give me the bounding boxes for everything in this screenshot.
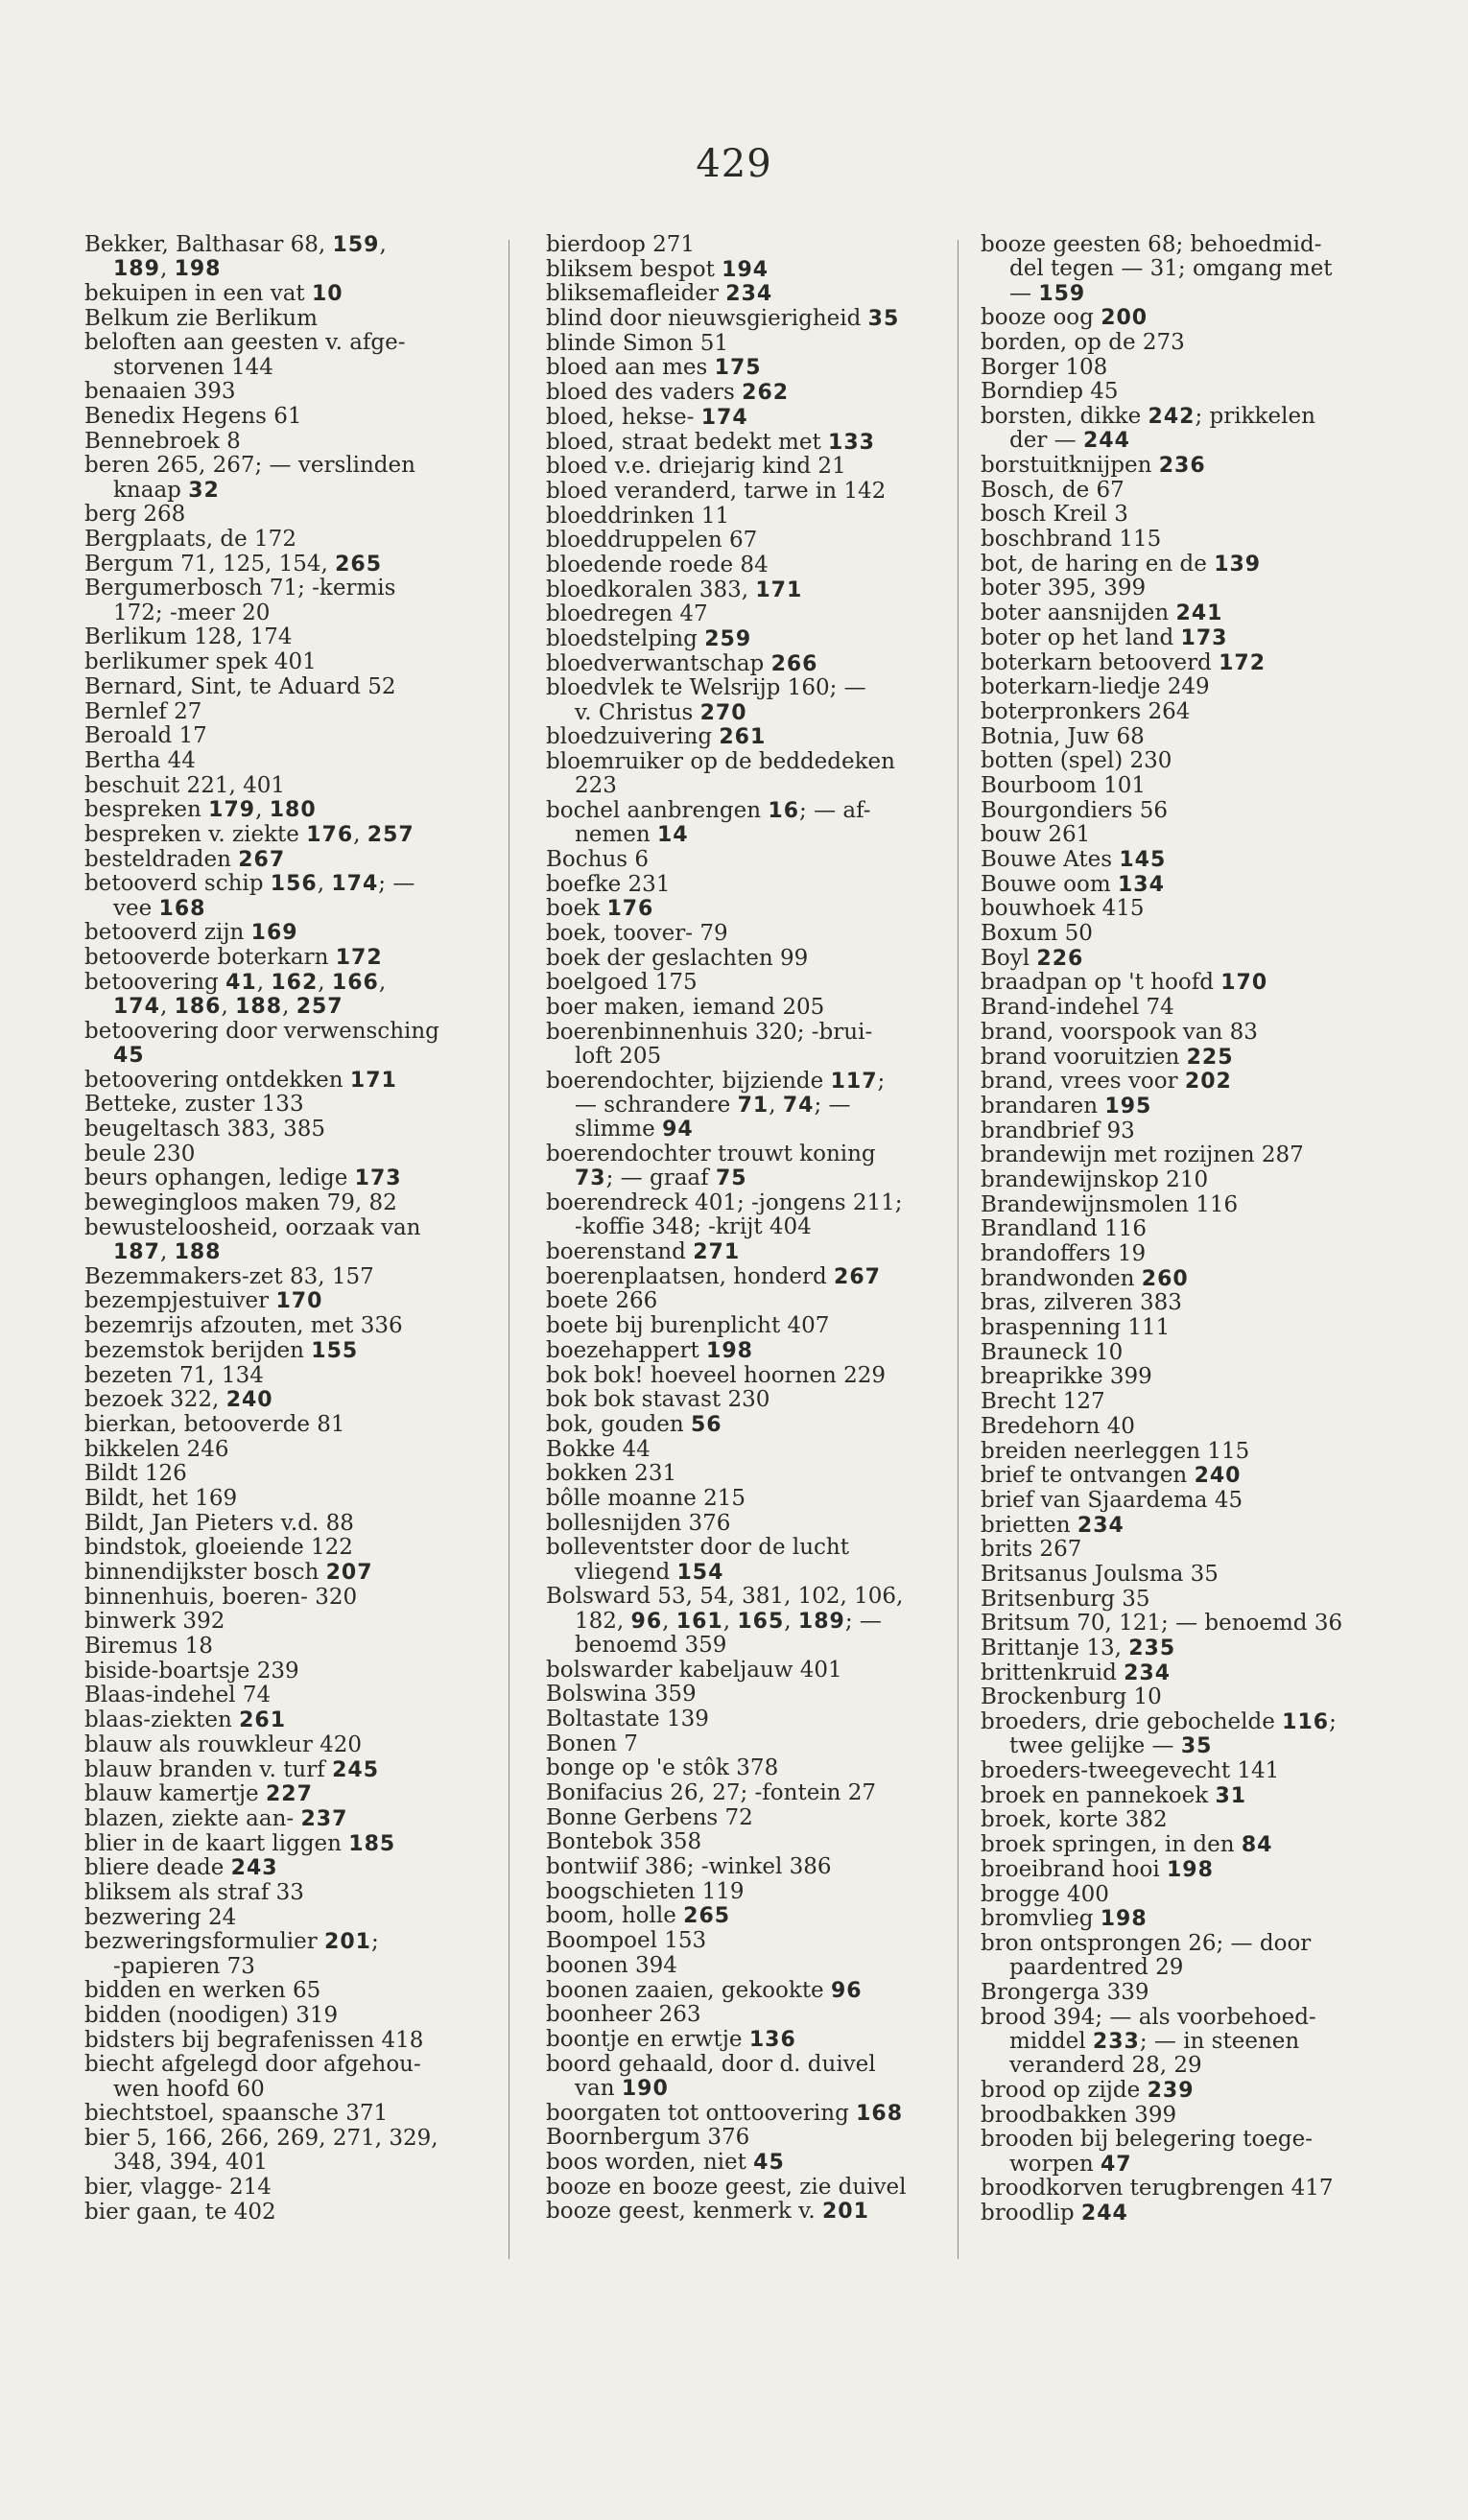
index-entry: boterpronkers 264 [981, 698, 1191, 724]
index-entry: Bildt, het 169 [84, 1485, 238, 1511]
index-entry: Brecht 127 [981, 1389, 1105, 1415]
index-entry: brooden bij belegering toege- worpen 47 [981, 2127, 1314, 2177]
index-entry: boelgoed 175 [546, 970, 698, 996]
index-entry: bier, vlagge- 214 [84, 2175, 272, 2201]
index-entry: blauw als rouwkleur 420 [84, 1731, 363, 1757]
index-entry: bok bok! hoeveel hoornen 229 [546, 1362, 886, 1388]
index-entry: Bontebok 358 [546, 1829, 702, 1855]
index-entry: biechtstoel, spaansche 371 [84, 2101, 389, 2127]
index-entry: breaprikke 399 [981, 1364, 1152, 1390]
index-entry: broeders-tweegevecht 141 [981, 1758, 1280, 1784]
index-entry: boorgaten tot onttoovering 168 [546, 2100, 904, 2126]
index-entry: Bokke 44 [546, 1436, 651, 1462]
index-entry: binnenhuis, boeren- 320 [84, 1584, 358, 1610]
index-entry: Bouwe Ates 145 [981, 847, 1167, 873]
index-entry: Benedix Hegens 61 [84, 404, 302, 430]
index-entry: Bosch, de 67 [981, 477, 1125, 503]
index-entry: Bonne Gerbens 72 [546, 1804, 753, 1830]
index-entry: Brandewijnsmolen 116 [981, 1191, 1239, 1217]
index-entry: boter 395, 399 [981, 576, 1147, 601]
index-entry: bôlle moanne 215 [546, 1485, 746, 1511]
index-entry: bouw 261 [981, 822, 1091, 848]
index-entry: bloedregen 47 [546, 601, 708, 627]
index-entry: bolleventster door de lucht vliegend 154 [546, 1535, 849, 1585]
index-entry: bidden (noodigen) 319 [84, 2002, 339, 2028]
index-entry: boschbrand 115 [981, 527, 1162, 553]
index-entry: Bonifacius 26, 27; -fontein 27 [546, 1780, 877, 1806]
index-entry: bliksem als straf 33 [84, 1879, 304, 1905]
index-entry: bloemruiker op de beddedeken 223 [546, 749, 895, 799]
index-entry: boer maken, iemand 205 [546, 995, 825, 1021]
index-entry: boter aansnijden 241 [981, 601, 1223, 626]
index-entry: boom, holle 265 [546, 1903, 731, 1929]
index-entry: beloften aan geesten v. afge- storvenen 144 [84, 330, 406, 380]
index-entry: bezempjestuiver 170 [84, 1288, 323, 1314]
index-entry: brietten 234 [981, 1512, 1125, 1538]
index-entry: Bekker, Balthasar 68, 159, 189, 198 [84, 232, 387, 282]
index-entry: boerendochter, bijziende 117; — schrandere 71, 74; — slimme 94 [546, 1068, 886, 1142]
index-entry: Britsum 70, 121; — benoemd 36 [981, 1611, 1343, 1637]
index-entry: boterkarn-liedje 249 [981, 674, 1210, 700]
index-entry: bespreken 179, 180 [84, 797, 317, 823]
index-entry: Boompoel 153 [546, 1928, 707, 1954]
index-entry: brief van Sjaardema 45 [981, 1487, 1243, 1513]
index-entry: bewegingloos maken 79, 82 [84, 1190, 397, 1216]
index-entry: Brongerga 339 [981, 1979, 1149, 2005]
index-entry: Bouwe oom 134 [981, 871, 1165, 897]
index-entry: boete 266 [546, 1288, 658, 1314]
index-entry: Bourgondiers 56 [981, 797, 1169, 823]
page-number: 429 [696, 142, 772, 186]
index-entry: Bergplaats, de 172 [84, 527, 296, 553]
index-entry: Borger 108 [981, 354, 1108, 380]
index-entry: Bolsward 53, 54, 381, 102, 106, 182, 96, 161, 165, 189; — benoemd 359 [546, 1584, 904, 1658]
index-entry: Boxum 50 [981, 921, 1093, 947]
index-entry: bloedvlek te Welsrijp 160; — v. Christus 270 [546, 675, 866, 725]
index-entry: betoovering door verwensching 45 [84, 1018, 439, 1068]
index-entry: boter op het land 173 [981, 624, 1228, 650]
index-entry: brand, vrees voor 202 [981, 1069, 1232, 1095]
index-entry: Berlikum 128, 174 [84, 624, 293, 650]
index-entry: boezehappert 198 [546, 1337, 753, 1363]
index-entry: bochel aanbrengen 16; — af- nemen 14 [546, 798, 871, 848]
index-entry: booze oog 200 [981, 305, 1148, 331]
index-entry: broek, korte 382 [981, 1807, 1168, 1833]
index-entry: bidsters bij begrafenissen 418 [84, 2027, 424, 2053]
index-entry: boerendreck 401; -jongens 211; -koffie 348; -krijt 404 [546, 1190, 903, 1240]
index-entry: bloed des vaders 262 [546, 380, 790, 406]
index-column-1 [84, 233, 487, 2324]
index-entry: Biremus 18 [84, 1634, 213, 1660]
index-entry: biside-boartsje 239 [84, 1658, 299, 1684]
index-entry: Bredehorn 40 [981, 1413, 1135, 1439]
index-entry: Belkum zie Berlikum [84, 305, 318, 331]
index-entry: borsten, dikke 242; prikkelen der — 244 [981, 404, 1315, 454]
index-entry: bloedende roede 84 [546, 552, 769, 577]
index-entry: broodbakken 399 [981, 2102, 1177, 2128]
index-entry: boerendochter trouwt koning 73; — graaf 75 [546, 1142, 876, 1191]
index-entry: Britsenburg 35 [981, 1586, 1150, 1612]
index-entry: brandoffers 19 [981, 1241, 1147, 1267]
index-entry: bindstok, gloeiende 122 [84, 1535, 353, 1561]
index-entry: botten (spel) 230 [981, 748, 1172, 774]
index-entry: brood 394; — als voorbehoed- middel 233; — in steenen veranderd 28, 29 [981, 2004, 1316, 2079]
index-entry: Bertha 44 [84, 747, 196, 773]
index-entry: bloed aan mes 175 [546, 355, 762, 381]
index-entry: bloedverwantschap 266 [546, 650, 818, 676]
index-entry: brandewijn met rozijnen 287 [981, 1142, 1304, 1168]
index-entry: beren 265, 267; — verslinden knaap 32 [84, 453, 415, 503]
index-entry: bier gaan, te 402 [84, 2199, 276, 2225]
index-entry: boord gehaald, door d. duivel van 190 [546, 2051, 876, 2101]
index-entry: binwerk 392 [84, 1609, 225, 1635]
index-entry: bloed v.e. driejarig kind 21 [546, 454, 846, 480]
index-entry: betooverd schip 156, 174; — vee 168 [84, 871, 415, 921]
index-entry: bonge op 'e stôk 378 [546, 1755, 779, 1781]
index-entry: Britsanus Joulsma 35 [981, 1561, 1219, 1587]
index-entry: Bezemmakers-zet 83, 157 [84, 1263, 374, 1289]
index-entry: bolswarder kabeljauw 401 [546, 1657, 842, 1683]
index-entry: berg 268 [84, 502, 186, 528]
index-entry: benaaien 393 [84, 379, 236, 405]
index-entry: Boltastate 139 [546, 1706, 709, 1731]
index-entry: breiden neerleggen 115 [981, 1438, 1250, 1464]
index-entry: broeibrand hooi 198 [981, 1856, 1214, 1882]
index-entry: booze geesten 68; behoedmid- del tegen — 31; omgang met — 159 [981, 232, 1333, 306]
index-entry: brief te ontvangen 240 [981, 1463, 1242, 1489]
index-entry: bron ontsprongen 26; — door paardentred 29 [981, 1930, 1312, 1981]
index-entry: Brand-indehel 74 [981, 995, 1174, 1021]
index-entry: boontje en erwtje 136 [546, 2026, 796, 2052]
index-entry: bontwiif 386; -winkel 386 [546, 1854, 832, 1880]
index-entry: boonen zaaien, gekookte 96 [546, 1977, 863, 2003]
index-entry: bezoek 322, 240 [84, 1387, 273, 1413]
index-entry: booze en booze geest, zie duivel [546, 2174, 907, 2200]
index-entry: bloed veranderd, tarwe in 142 [546, 478, 887, 504]
index-entry: Bochus 6 [546, 847, 650, 873]
index-entry: boek der geslachten 99 [546, 945, 809, 971]
index-entry: brandwonden 260 [981, 1265, 1189, 1291]
index-entry: boefke 231 [546, 871, 671, 897]
index-entry: Botnia, Juw 68 [981, 723, 1145, 749]
index-entry: beschuit 221, 401 [84, 772, 285, 798]
index-entry: Blaas-indehel 74 [84, 1683, 272, 1708]
index-entry: beurs ophangen, ledige 173 [84, 1166, 402, 1191]
index-entry: Brittanje 13, 235 [981, 1636, 1176, 1661]
index-entry: boek 176 [546, 896, 654, 922]
index-entry: binnendijkster bosch 207 [84, 1560, 373, 1585]
column-divider [958, 240, 959, 2259]
index-entry: bloedstelping 259 [546, 626, 752, 651]
index-entry: brits 267 [981, 1537, 1082, 1563]
index-entry: brood op zijde 239 [981, 2077, 1195, 2103]
index-entry: Brandland 116 [981, 1216, 1147, 1242]
index-entry: bouwhoek 415 [981, 896, 1145, 922]
index-entry: brandbrief 93 [981, 1118, 1135, 1143]
index-entry: blinde Simon 51 [546, 330, 729, 356]
index-entry: Bildt, Jan Pieters v.d. 88 [84, 1510, 354, 1536]
index-entry: boerenplaatsen, honderd 267 [546, 1263, 881, 1289]
index-entry: bollesnijden 376 [546, 1510, 731, 1536]
index-entry: blind door nieuwsgierigheid 35 [546, 306, 900, 332]
index-entry: broodlip 244 [981, 2200, 1128, 2226]
index-entry: Bernlef 27 [84, 698, 202, 724]
index-entry: betoovering 41, 162, 166, 174, 186, 188, 257 [84, 969, 387, 1019]
index-entry: Bildt 126 [84, 1461, 187, 1487]
index-entry: bezemrijs afzouten, met 336 [84, 1313, 403, 1339]
index-entry: bras, zilveren 383 [981, 1290, 1182, 1316]
index-entry: Betteke, zuster 133 [84, 1092, 304, 1118]
index-entry: Bernard, Sint, te Aduard 52 [84, 673, 396, 699]
index-entry: borden, op de 273 [981, 329, 1185, 355]
index-entry: betoovering ontdekken 171 [84, 1067, 397, 1093]
index-entry: betooverde boterkarn 172 [84, 944, 383, 970]
index-entry: bok, gouden 56 [546, 1411, 722, 1437]
index-entry: bloed, straat bedekt met 133 [546, 429, 875, 455]
index-entry: brand vooruitzien 225 [981, 1044, 1234, 1070]
index-entry: bekuipen in een vat 10 [84, 280, 343, 306]
index-entry: besteldraden 267 [84, 846, 286, 872]
index-entry: braadpan op 't hoofd 170 [981, 970, 1268, 996]
index-entry: brogge 400 [981, 1881, 1109, 1907]
index-entry: betooverd zijn 169 [84, 920, 298, 946]
index-entry: bliksemafleider 234 [546, 281, 773, 307]
index-entry: boterkarn betooverd 172 [981, 649, 1267, 675]
index-entry: boonheer 263 [546, 2002, 701, 2028]
index-entry: bokken 231 [546, 1461, 677, 1487]
index-entry: boogschieten 119 [546, 1878, 745, 1904]
index-entry: bierkan, betooverde 81 [84, 1411, 345, 1437]
index-entry: Bergumerbosch 71; -kermis 172; -meer 20 [84, 576, 396, 625]
index-entry: blier in de kaart liggen 185 [84, 1830, 396, 1856]
index-entry: Bennebroek 8 [84, 428, 241, 454]
index-entry: Bourboom 101 [981, 772, 1146, 798]
index-entry: beugeltasch 383, 385 [84, 1117, 326, 1142]
index-entry: blauw branden v. turf 245 [84, 1756, 380, 1782]
index-entry: boos worden, niet 45 [546, 2149, 785, 2175]
index-entry: blazen, ziekte aan- 237 [84, 1805, 348, 1831]
index-entry: brandaren 195 [981, 1093, 1152, 1119]
index-entry: bromvlieg 198 [981, 1906, 1148, 1932]
index-entry: bier 5, 166, 266, 269, 271, 329, 348, 394, 401 [84, 2126, 438, 2176]
index-entry: bok bok stavast 230 [546, 1387, 770, 1413]
index-entry: bezemstok berijden 155 [84, 1337, 359, 1363]
index-entry: brand, voorspook van 83 [981, 1019, 1258, 1045]
index-entry: bikkelen 246 [84, 1436, 229, 1462]
index-entry: Bolswina 359 [546, 1682, 697, 1707]
index-entry: blauw kamertje 227 [84, 1781, 313, 1807]
index-entry: bierdoop 271 [546, 232, 696, 257]
index-entry: brandewijnskop 210 [981, 1166, 1209, 1192]
index-entry: booze geest, kenmerk v. 201 [546, 2199, 869, 2225]
index-entry: broek springen, in den 84 [981, 1832, 1273, 1858]
index-entry: berlikumer spek 401 [84, 649, 317, 675]
index-entry: Borndiep 45 [981, 379, 1119, 405]
index-entry: Bergum 71, 125, 154, 265 [84, 551, 383, 577]
index-entry: boek, toover- 79 [546, 921, 728, 947]
index-entry: bidden en werken 65 [84, 1978, 321, 2004]
index-entry: bloedzuivering 261 [546, 724, 767, 750]
index-entry: bloeddrinken 11 [546, 503, 730, 529]
index-entry: borstuitknijpen 236 [981, 453, 1206, 479]
index-entry: beule 230 [84, 1141, 196, 1166]
index-column-2 [546, 233, 939, 2324]
index-entry: boerenstand 271 [546, 1239, 741, 1265]
index-entry: broek en pannekoek 31 [981, 1782, 1247, 1808]
index-entry: bliksem bespot 194 [546, 256, 770, 282]
index-entry: brittenkruid 234 [981, 1660, 1172, 1685]
index-entry: Boornbergum 376 [546, 2125, 750, 2151]
index-entry: Boyl 226 [981, 945, 1084, 971]
index-entry: boerenbinnenhuis 320; -brui- loft 205 [546, 1019, 873, 1070]
index-entry: broeders, drie gebochelde 116; twee gelijke — 35 [981, 1709, 1337, 1759]
index-entry: blaas-ziekten 261 [84, 1707, 287, 1733]
index-entry: broodkorven terugbrengen 417 [981, 2176, 1334, 2202]
index-entry: biecht afgelegd door afgehou- wen hoofd 60 [84, 2052, 421, 2102]
index-entry: bot, de haring en de 139 [981, 551, 1262, 577]
index-entry: Brockenburg 10 [981, 1684, 1162, 1710]
index-column-3 [981, 233, 1369, 2324]
index-entry: bloed, hekse- 174 [546, 404, 748, 430]
index-entry: boonen 394 [546, 1952, 677, 1978]
index-entry: boete bij burenplicht 407 [546, 1313, 830, 1339]
index-entry: bespreken v. ziekte 176, 257 [84, 821, 414, 847]
index-entry: bosch Kreil 3 [981, 502, 1128, 528]
index-entry: braspenning 111 [981, 1315, 1171, 1341]
index-entry: bliere deade 243 [84, 1855, 278, 1881]
index-entry: Bonen 7 [546, 1731, 638, 1756]
index-entry: bloeddruppelen 67 [546, 528, 758, 553]
index-entry: Brauneck 10 [981, 1339, 1124, 1365]
index-entry: bloedkoralen 383, 171 [546, 577, 803, 602]
index-entry: bezweringsformulier 201; -papieren 73 [84, 1929, 379, 1979]
index-entry: bezeten 71, 134 [84, 1362, 264, 1388]
index-entry: Beroald 17 [84, 723, 207, 749]
index-entry: bewusteloosheid, oorzaak van 187, 188 [84, 1214, 421, 1265]
index-entry: bezwering 24 [84, 1904, 237, 1930]
